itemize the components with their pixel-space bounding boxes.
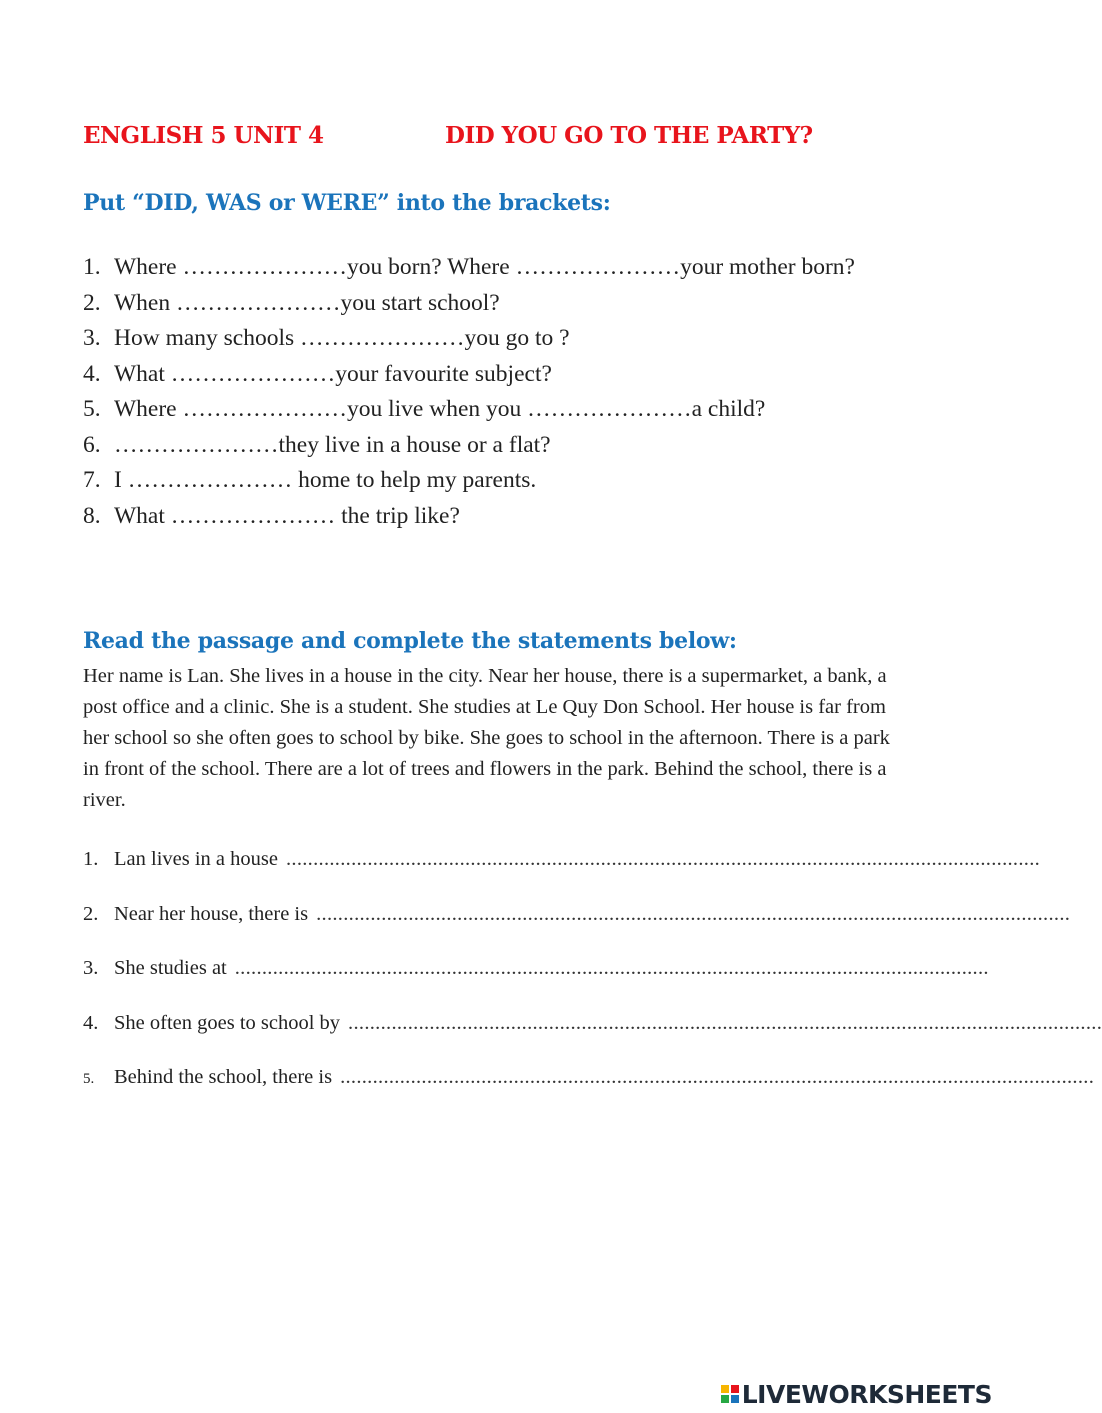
statement-item xyxy=(83,1066,1095,1121)
statement-text: She studies at xyxy=(114,957,227,979)
reading-passage: Her name is Lan. She lives in a house in the city. Near her house, there is a supermarket, a bank, a post office and a clinic. She is a student. She studies at Le Quy Don School. Her house is far from her school so she often goes to school by bike. She goes to school in the afternoon. There is a park in front of the school. There are a lot of trees and flowers in the park. Behind the school, there is a river. xyxy=(83,665,890,811)
exercise1-item xyxy=(83,321,903,357)
item-text: I ………………… home to help my parents. xyxy=(114,467,537,493)
statement-text: She often goes to school by xyxy=(114,1011,341,1034)
logo-square xyxy=(731,1385,739,1393)
statement-text: Near her house, there is xyxy=(114,902,309,925)
answer-blank[interactable]: ........................................................................................................................................... xyxy=(348,1011,1102,1034)
logo-square xyxy=(731,1395,739,1403)
statement-item xyxy=(83,848,1041,903)
item-text: Where …………………you born? Where …………………your mother born? xyxy=(114,254,855,280)
exercise1-item xyxy=(83,392,903,428)
item-number: 2. xyxy=(83,289,101,316)
logo-text: LIVEWORKSHEETS xyxy=(741,1379,992,1409)
exercise1-item xyxy=(83,428,903,464)
item-text: What ………………… the trip like? xyxy=(114,502,460,529)
item-number: 2. xyxy=(83,902,99,925)
answer-blank[interactable]: ........................................................................................................................................... xyxy=(340,1066,1095,1088)
exercise1-item xyxy=(83,499,903,535)
logo-square xyxy=(721,1395,729,1403)
statement-item xyxy=(83,1011,1102,1067)
item-number: 1. xyxy=(83,848,99,870)
item-text: Where …………………you live when you …………………a child? xyxy=(114,396,766,422)
item-number: 5. xyxy=(83,1071,95,1087)
logo-square xyxy=(721,1385,729,1393)
unit-title: ENGLISH 5 UNIT 4 xyxy=(83,122,324,149)
item-number: 7. xyxy=(83,467,101,493)
exercise1-list xyxy=(83,250,903,534)
exercise2-list xyxy=(83,848,1102,1121)
item-number: 4. xyxy=(83,1011,99,1034)
exercise1-item xyxy=(83,250,903,286)
item-text: How many schools …………………you go to ? xyxy=(114,325,570,351)
exercise1-item xyxy=(83,463,903,499)
statement-text: Behind the school, there is xyxy=(114,1066,333,1088)
statement-item xyxy=(83,902,1071,958)
item-number: 6. xyxy=(83,431,101,458)
item-text: …………………they live in a house or a flat? xyxy=(114,431,551,458)
item-number: 4. xyxy=(83,360,101,387)
exercise1-item xyxy=(83,286,903,322)
item-text: When …………………you start school? xyxy=(114,289,500,316)
exercise1-item xyxy=(83,357,903,393)
item-number: 1. xyxy=(83,254,101,280)
answer-blank[interactable]: ........................................................................................................................................... xyxy=(285,848,1041,870)
exercise1-heading: Put “DID, WAS or WERE” into the brackets: xyxy=(83,190,611,216)
exercise2-heading: Read the passage and complete the statements below: xyxy=(83,628,737,654)
item-number: 3. xyxy=(83,325,101,351)
item-number: 5. xyxy=(83,396,101,422)
item-text: What …………………your favourite subject? xyxy=(114,360,552,387)
logo-grid-icon xyxy=(721,1385,739,1403)
statement-item xyxy=(83,957,989,1012)
answer-blank[interactable]: ........................................................................................................................................... xyxy=(234,957,989,979)
lesson-title: DID YOU GO TO THE PARTY? xyxy=(445,122,813,149)
liveworksheets-logo[interactable] xyxy=(721,1379,992,1409)
item-number: 3. xyxy=(83,957,99,979)
statement-text: Lan lives in a house xyxy=(114,848,278,870)
answer-blank[interactable]: ........................................................................................................................................... xyxy=(316,902,1071,925)
worksheet-title xyxy=(83,122,903,156)
item-number: 8. xyxy=(83,502,101,529)
